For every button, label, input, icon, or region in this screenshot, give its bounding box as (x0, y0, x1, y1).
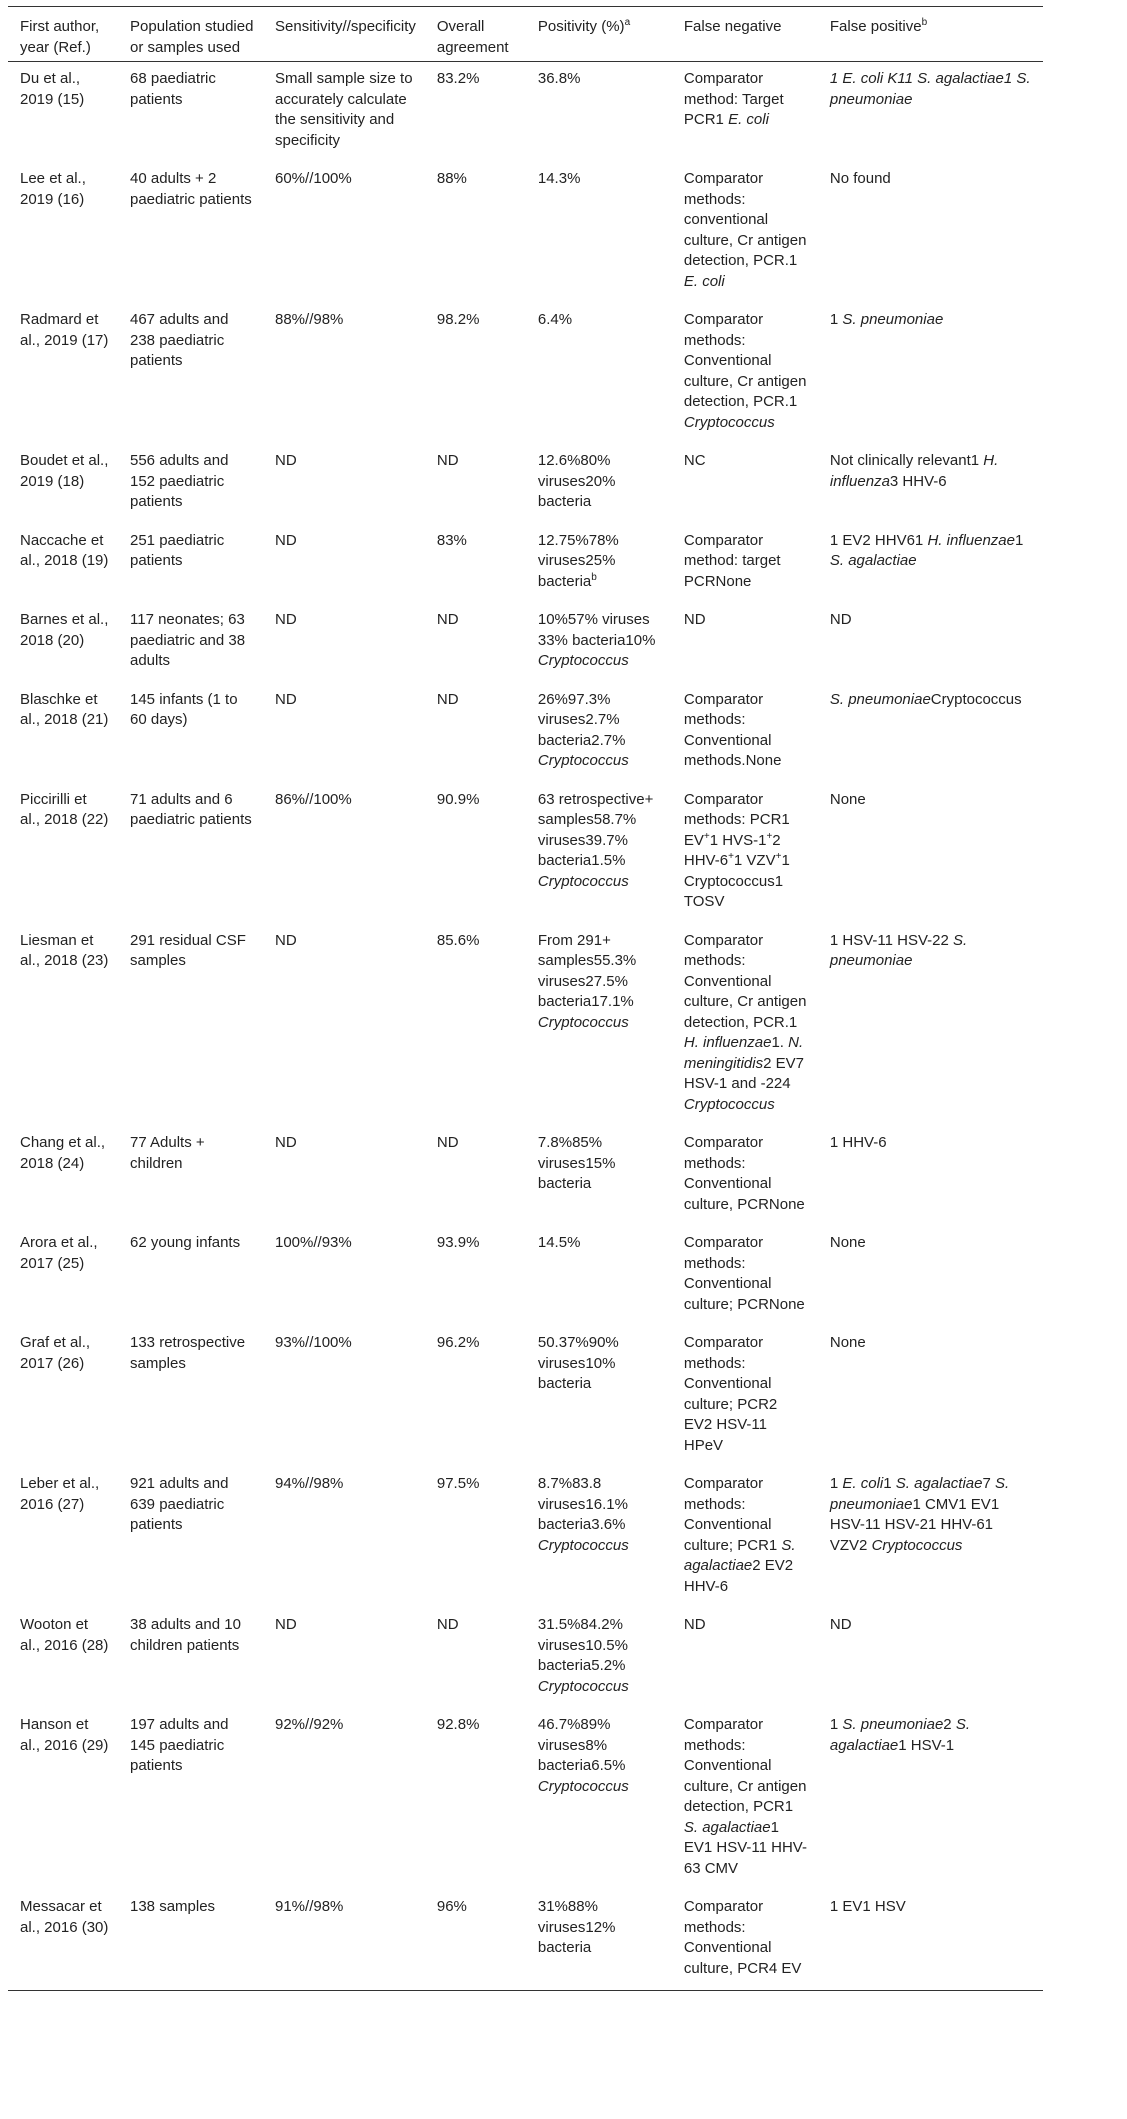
sensitivity-specificity-cell: ND (275, 611, 297, 628)
table-row (8, 303, 1043, 444)
column-header (263, 7, 425, 62)
population-cell: 467 adults and 238 paediatric patients (130, 311, 229, 369)
author-cell: Boudet et al., 2019 (18) (20, 452, 109, 490)
cell-text: 36.8% (537, 70, 581, 87)
false-positive-cell (818, 924, 1043, 1127)
italic-organism-name: S. agalactiae (829, 552, 917, 569)
false-negative-cell (672, 1467, 818, 1608)
false-negative-cell (672, 1126, 818, 1226)
cell-text: 8.7%83.8 viruses16.1% bacteria3.6% (537, 1475, 628, 1533)
italic-organism-name: E. coli (728, 111, 769, 128)
cell-text: 2 HHV-6 (683, 831, 781, 869)
table-body (8, 62, 1043, 1991)
cell-text: 6.4% (537, 311, 573, 328)
sensitivity-specificity-cell: 93%//100% (275, 1334, 352, 1351)
table-row (8, 1226, 1043, 1326)
sensitivity-specificity-cell: 88%//98% (275, 311, 344, 328)
positivity-cell (526, 1708, 672, 1890)
column-header (818, 7, 1043, 62)
false-negative-cell (672, 162, 818, 303)
false-positive-cell (818, 1226, 1043, 1326)
table-row (8, 1326, 1043, 1467)
positivity-cell (526, 924, 672, 1127)
cell-text: None (829, 1334, 866, 1351)
false-negative-cell (672, 1708, 818, 1890)
overall-agreement-cell: 96% (436, 1898, 467, 1915)
table-row (8, 162, 1043, 303)
false-positive-cell (818, 783, 1043, 924)
positivity-cell (526, 1226, 672, 1326)
cell-text: Comparator methods: Conventional culture; PCR2 EV2 HSV-11 HPeV (683, 1334, 778, 1454)
cell-text: 1 HSV-11 HSV-22 (829, 931, 953, 949)
italic-organism-name: H. influenza (829, 452, 999, 490)
cell-text: 2 EV7 HSV-1 and -224 (683, 1054, 804, 1092)
overall-agreement-cell: 93.9% (436, 1234, 480, 1251)
italic-organism-name: Cryptococcus (537, 752, 629, 769)
cell-text: ND (683, 1616, 706, 1633)
italic-organism-name: H. influenzae (683, 1034, 772, 1051)
column-header-label: Population studied or samples used (130, 18, 254, 56)
population-cell: 145 infants (1 to 60 days) (130, 690, 238, 728)
population-cell: 291 residual CSF samples (130, 931, 246, 969)
italic-organism-name: S. pneumoniae (829, 931, 968, 969)
italic-organism-name: S. pneumoniae (829, 690, 931, 708)
column-header-label: Sensitivity//specificity (275, 18, 416, 35)
false-negative-cell (672, 1608, 818, 1708)
population-cell: 68 paediatric patients (130, 70, 216, 108)
overall-agreement-cell: ND (436, 1134, 459, 1151)
author-cell: Naccache et al., 2018 (19) (20, 531, 109, 569)
italic-organism-name: 1 E. coli K11 S. agalactiae1 S. pneumoniae (829, 70, 1031, 108)
sensitivity-specificity-cell: ND (275, 452, 297, 469)
cell-text: 1 (829, 311, 843, 328)
cell-text: 1 CMV1 EV1 HSV-11 HSV-21 HHV-61 VZV2 (829, 1495, 1000, 1554)
cell-text: 10%57% viruses 33% bacteria10% (537, 611, 656, 649)
sensitivity-specificity-cell: 92%//92% (275, 1716, 344, 1733)
column-header (672, 7, 818, 62)
population-cell: 71 adults and 6 paediatric patients (130, 790, 252, 828)
positivity-cell (526, 1608, 672, 1708)
cell-text: 1 (883, 1475, 896, 1492)
cell-text: None (829, 790, 866, 808)
overall-agreement-cell: 97.5% (436, 1475, 480, 1492)
sensitivity-specificity-cell: ND (275, 531, 297, 549)
italic-organism-name: Cryptococcus (537, 1677, 629, 1695)
cell-text: 2 (943, 1716, 956, 1733)
data-table (8, 6, 1043, 1991)
sensitivity-specificity-cell: ND (275, 1134, 297, 1151)
cell-text: 12.6%80% viruses20% bacteria (537, 452, 616, 510)
cell-text: No found (829, 170, 891, 187)
cell-text: Comparator methods: Conventional culture, Cr antigen detection, PCR.1 (683, 931, 807, 1031)
italic-organism-name: E. coli (683, 272, 725, 290)
false-positive-cell (818, 62, 1043, 163)
cell-text: ND (829, 611, 852, 628)
author-cell: Du et al., 2019 (15) (20, 70, 85, 108)
italic-organism-name: Cryptococcus (537, 1777, 629, 1795)
population-cell: 77 Adults + children (130, 1134, 205, 1172)
cell-text: 1 Cryptococcus1 TOSV (683, 852, 790, 910)
overall-agreement-cell: ND (436, 611, 459, 628)
cell-text: 50.37%90% viruses10% bacteria (537, 1334, 619, 1392)
italic-organism-name: N. meningitidis (683, 1034, 804, 1072)
table-row (8, 783, 1043, 924)
population-cell: 40 adults + 2 paediatric patients (130, 170, 252, 208)
false-positive-cell (818, 1126, 1043, 1226)
table-row (8, 603, 1043, 683)
superscript-text: b (591, 571, 597, 583)
cell-text: 2 EV2 HHV-6 (683, 1557, 794, 1595)
italic-organism-name: Cryptococcus (683, 413, 775, 431)
false-negative-cell (672, 683, 818, 783)
sensitivity-specificity-cell: Small sample size to accurately calculate the sensitivity and specificity (275, 70, 413, 149)
column-header (526, 7, 672, 62)
column-header-label: Positivity (%) (537, 18, 625, 35)
positivity-cell (526, 1467, 672, 1608)
false-negative-cell (672, 1326, 818, 1467)
cell-text: 7.8%85% viruses15% bacteria (537, 1134, 616, 1192)
positivity-cell (526, 1890, 672, 1991)
cell-text: None (829, 1234, 866, 1251)
positivity-cell (526, 683, 672, 783)
false-positive-cell (818, 603, 1043, 683)
sensitivity-specificity-cell: 100%//93% (275, 1234, 352, 1251)
italic-organism-name: Cryptococcus (537, 872, 629, 890)
overall-agreement-cell: 88% (436, 170, 467, 187)
overall-agreement-cell: 96.2% (436, 1334, 480, 1351)
cell-text: 14.5% (537, 1234, 581, 1251)
positivity-cell (526, 524, 672, 604)
cell-text: 1 (829, 1475, 843, 1492)
column-header (8, 7, 118, 62)
cell-text: 31%88% viruses12% bacteria (537, 1898, 616, 1956)
population-cell: 38 adults and 10 children patients (130, 1616, 241, 1654)
table-row (8, 1708, 1043, 1890)
table-row (8, 62, 1043, 163)
cell-text: 1 HSV-1 (898, 1736, 955, 1754)
italic-organism-name: S. agalactiae (829, 1716, 970, 1754)
false-negative-cell (672, 303, 818, 444)
overall-agreement-cell: ND (436, 690, 459, 708)
false-positive-cell (818, 1708, 1043, 1890)
italic-organism-name: S. pneumoniae (829, 1475, 1010, 1513)
column-header (118, 7, 263, 62)
author-cell: Hanson et al., 2016 (29) (20, 1716, 109, 1754)
positivity-cell (526, 1126, 672, 1226)
table-row (8, 1467, 1043, 1608)
overall-agreement-cell: 83% (436, 531, 467, 549)
cell-text: 1 VZV (733, 852, 776, 869)
cell-text: ND (829, 1616, 852, 1633)
cell-text: 1 (1015, 531, 1024, 549)
author-cell: Leber et al., 2016 (27) (20, 1475, 100, 1513)
italic-organism-name: S. pneumoniae (842, 311, 944, 328)
population-cell: 117 neonates; 63 paediatric and 38 adults (130, 611, 246, 669)
author-cell: Messacar et al., 2016 (30) (20, 1898, 109, 1936)
overall-agreement-cell: 90.9% (436, 790, 480, 808)
sensitivity-specificity-cell: 94%//98% (275, 1475, 344, 1492)
cell-text: 31.5%84.2% viruses10.5% bacteria5.2% (537, 1616, 628, 1674)
cell-text: 1 EV1 HSV-11 HHV-63 CMV (683, 1818, 807, 1877)
population-cell: 556 adults and 152 paediatric patients (130, 452, 229, 510)
population-cell: 921 adults and 639 paediatric patients (130, 1475, 229, 1533)
population-cell: 138 samples (130, 1898, 216, 1915)
table-row (8, 683, 1043, 783)
false-negative-cell (672, 1890, 818, 1991)
column-header-label: First author, year (Ref.) (20, 18, 100, 56)
false-negative-cell (672, 444, 818, 524)
italic-organism-name: S. pneumoniae (842, 1716, 944, 1733)
cell-text: Comparator methods: PCR1 EV (683, 790, 790, 849)
positivity-cell (526, 1326, 672, 1467)
footnote-marker: a (624, 17, 631, 28)
population-cell: 197 adults and 145 paediatric patients (130, 1716, 229, 1774)
author-cell: Lee et al., 2019 (16) (20, 170, 86, 208)
table-row (8, 444, 1043, 524)
table-row (8, 1126, 1043, 1226)
italic-organism-name: Cryptococcus (683, 1095, 775, 1113)
cell-text: 7 (982, 1475, 996, 1492)
superscript-text: + (728, 851, 734, 862)
cell-text: 1 HHV-6 (829, 1134, 887, 1151)
false-negative-cell (672, 1226, 818, 1326)
sensitivity-specificity-cell: 91%//98% (275, 1898, 344, 1915)
italic-organism-name: H. influenzae (927, 531, 1015, 549)
column-header (425, 7, 526, 62)
false-negative-cell (672, 603, 818, 683)
cell-text: Comparator method: target PCRNone (683, 531, 781, 590)
table-row (8, 1890, 1043, 1991)
population-cell: 62 young infants (130, 1234, 241, 1251)
column-header-label: False negative (683, 18, 782, 35)
cell-text: 12.75%78% viruses25% bacteria (537, 531, 619, 590)
false-positive-cell (818, 1608, 1043, 1708)
false-positive-cell (818, 444, 1043, 524)
cell-text: ND (683, 611, 706, 628)
author-cell: Radmard et al., 2019 (17) (20, 311, 109, 349)
author-cell: Chang et al., 2018 (24) (20, 1134, 106, 1172)
table-row (8, 1608, 1043, 1708)
author-cell: Liesman et al., 2018 (23) (20, 931, 109, 969)
header-row (8, 7, 1043, 62)
italic-organism-name: E. coli (842, 1475, 884, 1492)
table-row (8, 924, 1043, 1127)
false-negative-cell (672, 62, 818, 163)
overall-agreement-cell: ND (436, 1616, 459, 1633)
false-positive-cell (818, 1467, 1043, 1608)
cell-text: Comparator methods: Conventional culture, PCR4 EV (683, 1898, 802, 1977)
false-negative-cell (672, 783, 818, 924)
sensitivity-specificity-cell: 86%//100% (275, 790, 352, 808)
cell-text: 3 HHV-6 (889, 472, 947, 490)
superscript-text: + (766, 830, 773, 842)
sensitivity-specificity-cell: ND (275, 1616, 297, 1633)
cell-text: Comparator method: Target PCR1 (683, 70, 784, 128)
sensitivity-specificity-cell: ND (275, 931, 297, 949)
cell-text: 1 HVS-1 (709, 831, 767, 849)
cell-text: 1 EV2 HHV61 (829, 531, 928, 549)
overall-agreement-cell: ND (436, 452, 459, 469)
author-cell: Wooton et al., 2016 (28) (20, 1616, 109, 1654)
false-positive-cell (818, 1326, 1043, 1467)
false-negative-cell (672, 924, 818, 1127)
cell-text: Cryptococcus (930, 690, 1022, 708)
cell-text: Not clinically relevant1 (829, 452, 984, 469)
overall-agreement-cell: 85.6% (436, 931, 480, 949)
italic-organism-name: S. agalactiae (683, 1818, 771, 1836)
table-row (8, 524, 1043, 604)
cell-text: 26%97.3% viruses2.7% bacteria2.7% (537, 690, 626, 749)
cell-text: Comparator methods: Conventional culture, Cr antigen detection, PCR.1 (683, 311, 807, 410)
overall-agreement-cell: 83.2% (436, 70, 480, 87)
author-cell: Graf et al., 2017 (26) (20, 1334, 91, 1372)
sensitivity-specificity-cell: ND (275, 690, 297, 708)
italic-organism-name: S. agalactiae (683, 1536, 796, 1574)
italic-organism-name: Cryptococcus (537, 1013, 629, 1031)
cell-text: 63 retrospective+ samples58.7% viruses39.7% bacteria1.5% (537, 790, 654, 869)
population-cell: 133 retrospective samples (130, 1334, 246, 1372)
positivity-cell (526, 444, 672, 524)
cell-text: Comparator methods: Conventional culture, Cr antigen detection, PCR1 (683, 1716, 807, 1815)
cell-text: 1. (771, 1034, 789, 1051)
cell-text: Comparator methods: Conventional methods.None (683, 690, 782, 769)
cell-text: Comparator methods: Conventional culture, PCRNone (683, 1134, 805, 1213)
positivity-cell (526, 303, 672, 444)
footnote-marker: b (921, 17, 928, 28)
false-negative-cell (672, 524, 818, 604)
cell-text: 46.7%89% viruses8% bacteria6.5% (537, 1716, 626, 1774)
author-cell: Piccirilli et al., 2018 (22) (20, 790, 109, 828)
positivity-cell (526, 603, 672, 683)
cell-text: 1 EV1 HSV (829, 1898, 906, 1915)
sensitivity-specificity-cell: 60%//100% (275, 170, 352, 187)
column-header-label: False positive (829, 18, 922, 35)
cell-text: 14.3% (537, 170, 581, 187)
superscript-text: + (703, 830, 710, 842)
false-positive-cell (818, 683, 1043, 783)
cell-text: 1 (829, 1716, 843, 1733)
column-header-label: Overall agreement (436, 18, 509, 56)
italic-organism-name: S. agalactiae (895, 1475, 983, 1492)
author-cell: Barnes et al., 2018 (20) (20, 611, 109, 649)
cell-text: From 291+ samples55.3% viruses27.5% bacteria17.1% (537, 931, 637, 1010)
cell-text: Comparator methods: conventional culture, Cr antigen detection, PCR.1 (683, 170, 807, 269)
cell-text: Comparator methods: Conventional culture; PCR1 (683, 1475, 782, 1554)
false-positive-cell (818, 303, 1043, 444)
positivity-cell (526, 783, 672, 924)
overall-agreement-cell: 92.8% (436, 1716, 480, 1733)
italic-organism-name: Cryptococcus (871, 1536, 963, 1554)
positivity-cell (526, 62, 672, 163)
italic-organism-name: Cryptococcus (537, 1536, 629, 1554)
italic-organism-name: Cryptococcus (537, 652, 629, 669)
population-cell: 251 paediatric patients (130, 531, 225, 569)
superscript-text: + (775, 851, 782, 862)
overall-agreement-cell: 98.2% (436, 311, 480, 328)
false-positive-cell (818, 1890, 1043, 1991)
author-cell: Arora et al., 2017 (25) (20, 1234, 98, 1272)
table-header (8, 7, 1043, 62)
cell-text: Comparator methods: Conventional culture; PCRNone (683, 1234, 805, 1313)
cell-text: NC (683, 452, 706, 469)
positivity-cell (526, 162, 672, 303)
false-positive-cell (818, 524, 1043, 604)
false-positive-cell (818, 162, 1043, 303)
author-cell: Blaschke et al., 2018 (21) (20, 690, 109, 728)
